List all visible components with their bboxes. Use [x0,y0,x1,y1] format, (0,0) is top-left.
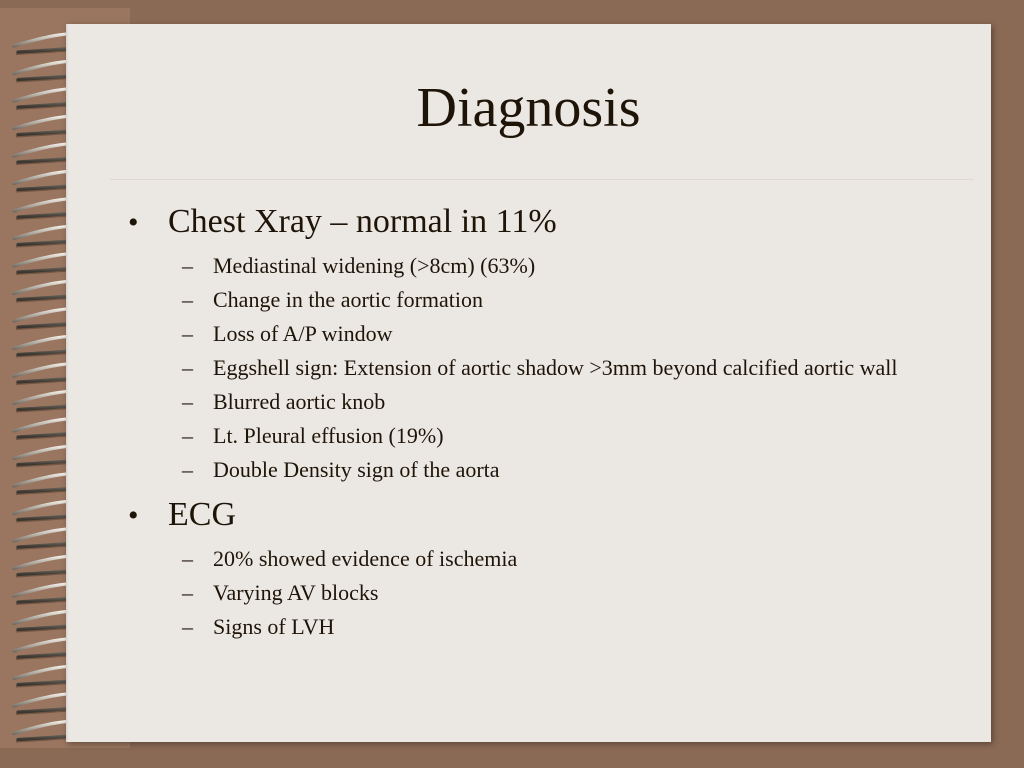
sub-bullet-marker: – [182,253,193,278]
sub-bullet-item [182,457,970,483]
slide-title: Diagnosis [416,77,641,139]
sub-bullet-text: Lt. Pleural effusion (19%) [213,423,444,448]
sub-bullet-item [182,614,970,640]
sub-bullet-item [182,389,970,415]
sub-bullet-marker: – [182,321,193,346]
sub-bullet-text: Varying AV blocks [213,580,379,605]
bullet-text: Chest Xray – normal in 11% [168,203,557,240]
sub-bullet-marker: – [182,423,193,448]
bullet-marker: • [128,206,139,239]
sub-bullet-text: Signs of LVH [213,614,335,639]
slide-content [125,200,970,640]
bullet-marker: • [128,499,139,532]
sub-bullet-marker: – [182,614,193,639]
sub-bullet-text: Blurred aortic knob [213,389,386,414]
sub-bullet-marker: – [182,287,193,312]
sub-bullet-item [182,287,970,313]
sub-bullet-marker: – [182,546,193,571]
sub-bullet-text: Loss of A/P window [213,321,393,346]
sub-bullet-text: Double Density sign of the aorta [213,457,500,482]
sub-bullet-item [182,253,970,279]
sub-bullet-item [182,355,970,381]
sub-bullet-item [182,321,970,347]
bullet-item [125,200,970,245]
sub-bullet-text: Mediastinal widening (>8cm) (63%) [213,253,536,278]
sub-bullet-item [182,423,970,449]
sub-bullet-text: Eggshell sign: Extension of aortic shadow >3mm beyond calcified aortic wall [213,355,898,380]
sub-bullet-marker: – [182,355,193,380]
sub-bullet-marker: – [182,457,193,482]
sub-bullet-item [182,580,970,606]
sub-bullet-item [182,546,970,572]
sub-bullet-text: 20% showed evidence of ischemia [213,546,518,571]
title-divider [110,179,974,180]
section-ecg [125,493,970,640]
bullet-item [125,493,970,538]
sub-bullet-marker: – [182,580,193,605]
sub-bullet-text: Change in the aortic formation [213,287,484,312]
section-chest-xray [125,200,970,483]
bullet-text: ECG [168,496,236,533]
sub-bullet-marker: – [182,389,193,414]
